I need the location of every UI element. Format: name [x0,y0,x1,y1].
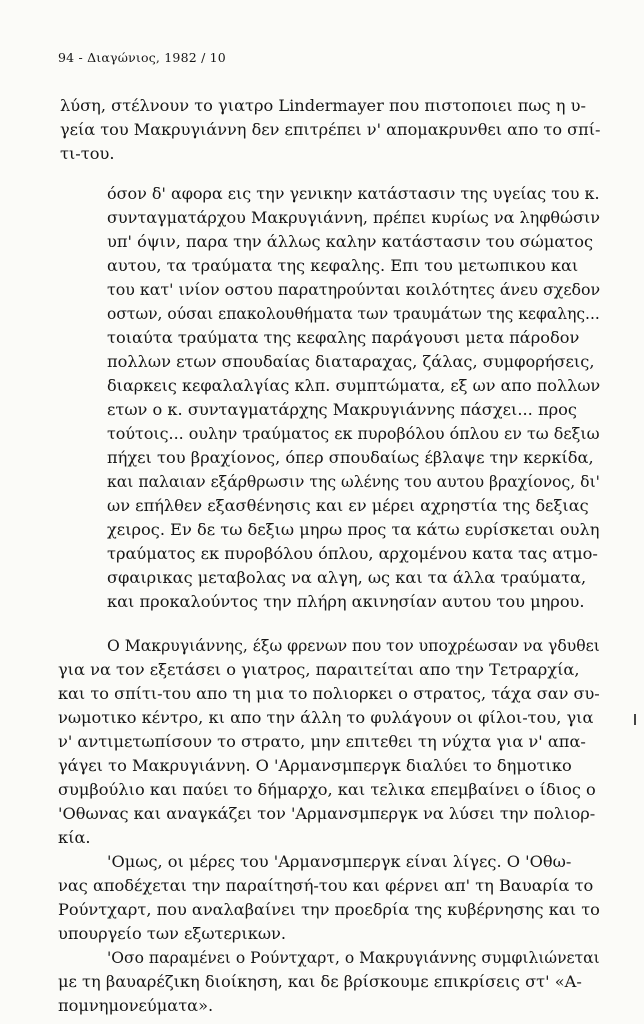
quote-line: οστων, ούσαι επακολουθήματα των τραυμάτων της κεφαλης... [107,304,600,323]
text-line: και το σπίτι-του απο τη μια το πολιορκει ο στρατος, τάχα σαν συ- [58,684,600,703]
text-line: νωμοτικο κέντρο, κι απο την άλλη το φυλάγουν οι φίλοι-του, για [58,708,594,727]
page-header: 94 - Διαγώνιος, 1982 / 10 [58,50,226,65]
text-line: πομνημονεύματα». [58,996,214,1015]
text-line: Ο Μακρυγιάννης, έξω φρενων που τον υποχρέωσαν να γδυθει [107,636,600,655]
quote-line: πήχει του βραχίονος, όπερ σπουδαίως έβλαψε την κερκίδα, [107,448,594,467]
text-line: γάγει το Μακρυγιάννη. Ο 'Αρμανσμπεργκ διαλύει το δημοτικο [58,756,572,775]
text-line: 'Ομως, οι μέρες του 'Αρμανσμπεργκ είναι λίγες. Ο 'Οθω- [107,852,572,871]
text-line: Ρούντχαρτ, που αναλαβαίνει την προεδρία της κυβέρνησης και το [58,900,600,919]
quote-line: ων επήλθεν εξασθένησις και εν μέρει αχρηστία της δεξιας [107,496,589,515]
quote-line: σφαιρικας μεταβολας να αλγη, ως και τα άλλα τραύματα, [107,568,587,587]
quote-line: και προκαλούντος την πλήρη ακινησίαν αυτου του μηρου. [107,592,585,611]
text-line: 'Οσο παραμένει ο Ρούντχαρτ, ο Μακρυγιάννης συμφιλιώνεται [107,948,600,967]
text-line: νας αποδέχεται την παραίτησή-του και φέρνει απ' τη Βαυαρία το [58,876,594,895]
quote-line: και παλαιαν εξάρθρωσιν της ωλένης του αυτου βραχίονος, δι' [107,472,600,491]
text-line: τι-του. [60,144,115,163]
quote-line: διαρκεις κεφαλαλγίας κλπ. συμπτώματα, εξ ων απο πολλων [107,376,601,395]
quote-line: τούτοις... ουλην τραύματος εκ πυροβόλου όπλου εν τω δεξιω [107,424,600,443]
quote-line: υπ' όψιν, παρα την άλλως καλην κατάστασιν του σώματος [107,232,594,251]
margin-mark [634,714,636,725]
quote-line: ετων ο κ. συνταγματάρχης Μακρυγιάννης πάσχει... προς [107,400,577,419]
quote-line: όσον δ' αφορα εις την γενικην κατάστασιν της υγείας του κ. [107,184,600,203]
text-line: 'Οθωνας και αναγκάζει τον 'Αρμανσμπεργκ να λύσει την πολιορ- [58,804,596,823]
quote-line: αυτου, τα τραύματα της κεφαλης. Επι του μετωπικου και [107,256,579,275]
quote-line: τοιαύτα τραύματα της κεφαλης παράγουσι μετα πάροδον [107,328,580,347]
quote-line: χειρος. Εν δε τω δεξιω μηρω προς τα κάτω ευρίσκεται ουλη [107,520,600,539]
text-line: λύση, στέλνουν το γιατρο Lindermayer που πιστοποιει πως η υ- [60,96,586,115]
quote-line: τραύματος εκ πυροβόλου όπλου, αρχομένου κατα τας ατμο- [107,544,598,563]
text-line: συμβούλιο και παύει το δήμαρχο, και τελικα επεμβαίνει ο ίδιος ο [58,780,596,799]
text-line: με τη βαυαρέζικη διοίκηση, και δε βρίσκουμε επικρίσεις στ' «Α- [58,972,582,991]
quote-line: πολλων ετων σπουδαίας διαταραχας, ζάλας, συμφορήσεις, [107,352,595,371]
quote-line: συνταγματάρχου Μακρυγιάννη, πρέπει κυρίως να ληφθώσιν [107,208,600,227]
text-line: γεία του Μακρυγιάννη δεν επιτρέπει ν' απομακρυνθει απο το σπί- [60,120,601,139]
text-line: ν' αντιμετωπίσουν το στρατο, μην επιτεθει τη νύχτα για ν' απα- [58,732,586,751]
text-line: για να τον εξετάσει ο γιατρος, παραιτείται απο την Τετραρχία, [58,660,580,679]
text-line: κία. [58,828,91,847]
quote-line: του κατ' ινίον οστου παρατηρούνται κοιλότητες άνευ σχεδον [107,280,601,299]
text-line: υπουργείο των εξωτερικων. [58,924,287,943]
